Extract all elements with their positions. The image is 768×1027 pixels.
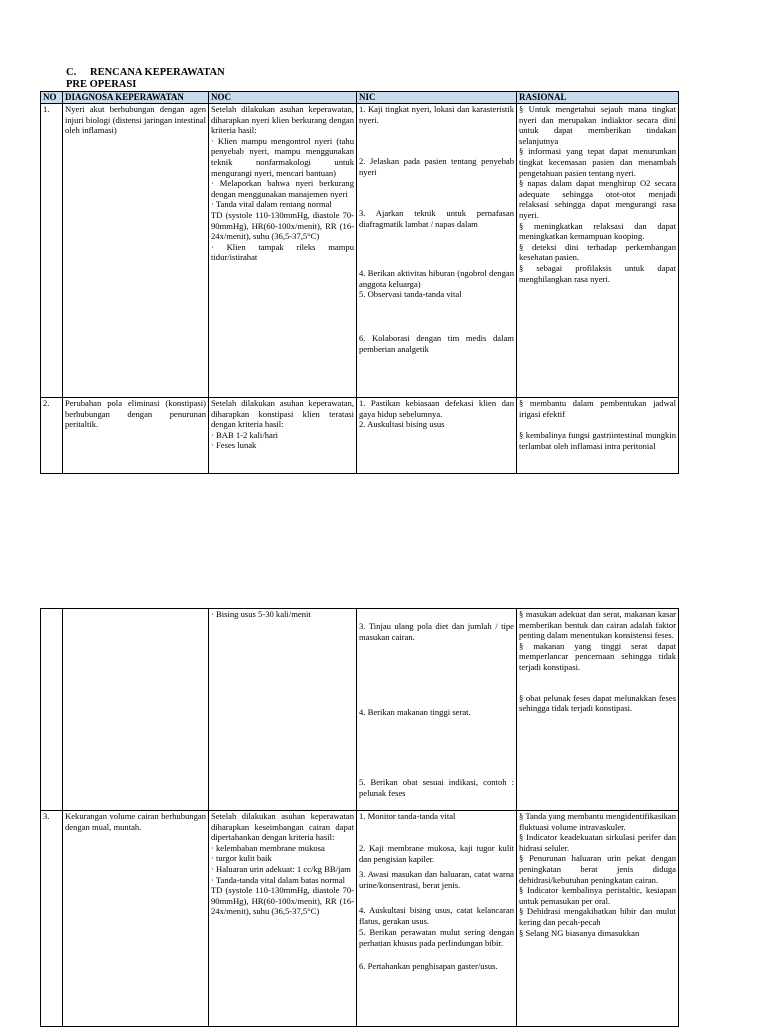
diagnosa-cell: Nyeri akut berhubungan dengan agen injuri biologi (distensi jaringan intestinal oleh inflamasi) — [63, 104, 209, 398]
noc-text: · Tanda vital dalam rentang normal — [211, 199, 332, 210]
noc-text: · Haluaran urin adekuat: 1 cc/kg BB/jam — [211, 863, 351, 874]
nic-item: 6. Kolaborasi dengan tim medis dalam pemberian analgetik — [359, 333, 514, 354]
noc-cell — [209, 104, 357, 398]
noc-text: · Melaporkan bahwa nyeri berkurang dengan menggunakan manajemen nyeri — [211, 178, 354, 199]
rasional-item: § makanan yang tinggi serat dapat memperlancar pencernaan sehingga tidak terjadi konstipasi. — [519, 640, 676, 672]
nic-cell — [357, 398, 517, 474]
section-heading: RENCANA KEPERAWATAN — [90, 67, 225, 78]
nic-cell — [357, 811, 517, 1027]
rasional-cell — [517, 398, 679, 474]
table-row — [41, 811, 679, 1027]
nic-item: 5. Observasi tanda-tanda vital — [359, 289, 462, 300]
nic-item: 2. Kaji membrane mukosa, kaji tugor kulit dan pengisian kapiler. — [359, 843, 514, 864]
table-row — [41, 398, 679, 474]
rasional-item: § Indicator kembalinya peristaltic, kesiapan untuk pemasukan per oral. — [519, 885, 676, 906]
section-subheading: PRE OPERASI — [66, 79, 137, 90]
row-number: 3. — [41, 811, 63, 1027]
noc-text: · Klien mampu mengontrol nyeri (tahu penyebab nyeri, mampu menggunakan teknik nonfarmakologi untuk mengurangi nyeri, mencari bantuan) — [211, 135, 354, 178]
nic-item: 1. Kaji tingkat nyeri, lokasi dan karasteristik nyeri. — [359, 104, 514, 125]
noc-text: · Bising usus 5-30 kali/menit — [211, 609, 311, 619]
rasional-cell — [517, 811, 679, 1027]
diagnosa-cell: Kekurangan volume cairan berhubungan dengan mual, muntah. — [63, 811, 209, 1027]
nic-item: 6. Pertahankan penghisapan gaster/usus. — [359, 961, 498, 971]
rasional-item: § Penurunan haluaran urin pekat dengan peningkatan berat jenis diduga dehidrasi/kebutuhan peningkatan cairan. — [519, 853, 676, 885]
rasional-item: § Tanda yang membantu mengidentifikasikan fluktuasi volume intravaskuler. — [519, 811, 676, 832]
nic-item: 3. Ajarkan teknik untuk pernafasan diafragmatik lambat / napas dalam — [359, 208, 514, 229]
noc-text: TD (systole 110-130mmHg, diastole 70-90mmHg), HR(60-100x/menit), RR (16-24x/menit), suhu (36,5-37,5°C) — [211, 209, 354, 242]
rasional-cell — [517, 104, 679, 398]
header-nic: NIC — [357, 92, 517, 104]
rasional-item: § Indicator keadekuatan sirkulasi perifer dan hidrasi seluler. — [519, 832, 676, 853]
nic-item: 5. Berikan perawatan mulut sering dengan perhatian khusus pada perlindungan bibir. — [359, 927, 514, 948]
nic-item: 4. Berikan makanan tinggi serat. — [359, 707, 471, 717]
nic-item: 5. Berikan obat sesuai indikasi, contoh : pelunak feses — [359, 777, 514, 798]
table-row — [41, 104, 679, 398]
rasional-cell — [517, 609, 679, 811]
header-noc: NOC — [209, 92, 357, 104]
nic-cell — [357, 104, 517, 398]
noc-text: Setelah dilakukan asuhan keperawatan, diharapkan konstipasi klien teratasi dengan kriteria hasil: — [211, 398, 354, 430]
nic-item: 4. Berikan aktivitas hiburan (ngobrol dengan anggota keluarga) — [359, 268, 514, 289]
rasional-item: § napas dalam dapat menghirup O2 secara adequate sehingga otot-otot menjadi relaksasi sehingga dapat mengurangi rasa nyeri. — [519, 178, 676, 220]
rasional-item: § masukan adekuat dan serat, makanan kasar memberikan bentuk dan cairan adalah faktor penting dalam menentukan konsistensi feses. — [519, 609, 676, 641]
nic-cell — [357, 609, 517, 811]
nic-item: 3. Tinjau ulang pola diet dan jumlah / tipe masukan cairan. — [359, 621, 514, 642]
diagnosa-cell: Perubahan pola eliminasi (konstipasi) berhubungan dengan penurunan peritaltik. — [63, 398, 209, 474]
noc-text: · kelembaban membrane mukosa — [211, 842, 325, 853]
rasional-item: § obat pelunak feses dapat melunakkan feses sehingga tidak terjadi konstipasi. — [519, 692, 676, 714]
section-title — [66, 67, 225, 91]
noc-cell — [209, 609, 357, 811]
header-diagnosa: DIAGNOSA KEPERAWATAN — [63, 92, 209, 104]
header-no: NO — [41, 92, 63, 104]
rasional-item: § Selang NG biasanya dimasukkan — [519, 927, 640, 938]
care-plan-table — [40, 91, 679, 474]
noc-text: · BAB 1-2 kali/hari — [211, 429, 279, 440]
rasional-item: § membantu dalam pembentukan jadwal irigasi efektif — [519, 398, 676, 419]
rasional-item: § Untuk mengetahui sejauh mana tingkat nyeri dan merupakan indiaktor secara dini untuk dapat memberikan tindakan selanjutnya — [519, 104, 676, 146]
noc-text: Setelah dilakukan asuhan keperawatan, diharapkan nyeri klien berkurang dengan kriteria hasil: — [211, 104, 354, 136]
header-rasional: RASIONAL — [517, 92, 679, 104]
table-header-row — [41, 92, 679, 104]
row-number — [41, 609, 63, 811]
rasional-item: § kembalinya fungsi gastriintestinal mungkin terlambat oleh inflamasi intra peritonial — [519, 430, 676, 451]
rasional-item: § Dehidrasi mengakibatkan bibir dan mulut kering dan pecah-pecah — [519, 906, 676, 927]
noc-cell — [209, 811, 357, 1027]
noc-text: TD (systole 110-130mmHg, diastole 70-90mmHg), HR(60-100x/menit), RR (16-24x/menit), suhu (36,5-37,5°C) — [211, 885, 354, 917]
rasional-item: § sebagai profilaksis untuk dapat menghilangkan rasa nyeri. — [519, 262, 676, 284]
diagnosa-cell — [63, 609, 209, 811]
table-row — [41, 609, 679, 811]
care-plan-table-continued — [40, 608, 679, 1027]
nic-item: 2. Jelaskan pada pasien tentang penyebab nyeri — [359, 156, 514, 177]
nic-item: 1. Pastikan kebiasaan defekasi klien dan gaya hidup sebelumnya. — [359, 398, 514, 419]
rasional-item: § meningkatkan relaksasi dan dapat meningkatkan kemampuan kooping. — [519, 220, 676, 242]
nic-item: 3. Awasi masukan dan haluaran, catat warna urine/konsentrasi, berat jenis. — [359, 869, 514, 890]
noc-text: · Tanda-tanda vital dalam batas normal — [211, 874, 346, 885]
row-number: 2. — [41, 398, 63, 474]
nic-item: 1. Monitor tanda-tanda vital — [359, 811, 456, 821]
nic-item: 2. Auskultasi bising usus — [359, 419, 445, 430]
noc-text: · turgor kulit baik — [211, 853, 272, 864]
noc-text: · Klien tampak rileks mampu tidur/istirahat — [211, 241, 354, 263]
noc-cell — [209, 398, 357, 474]
nic-item: 4. Auskultasi bising usus, catat kelancaran flatus, gerakan usus. — [359, 905, 514, 926]
noc-text: · Feses lunak — [211, 440, 257, 451]
rasional-item: § deteksi dini terhadap perkembangan kesehatan pasien. — [519, 241, 676, 263]
row-number: 1. — [41, 104, 63, 398]
rasional-item: § informasi yang tepat dapat menurunkan tingkat kecemasan pasien dan menambah pengetahuan pasien tentang nyeri. — [519, 146, 676, 178]
section-number: C. — [66, 67, 77, 78]
noc-text: Setelah dilakukan asuhan keperawatan diharapkan keseimbangan cairan dapat dipertahankan dengan kriteria hasil: — [211, 811, 354, 843]
